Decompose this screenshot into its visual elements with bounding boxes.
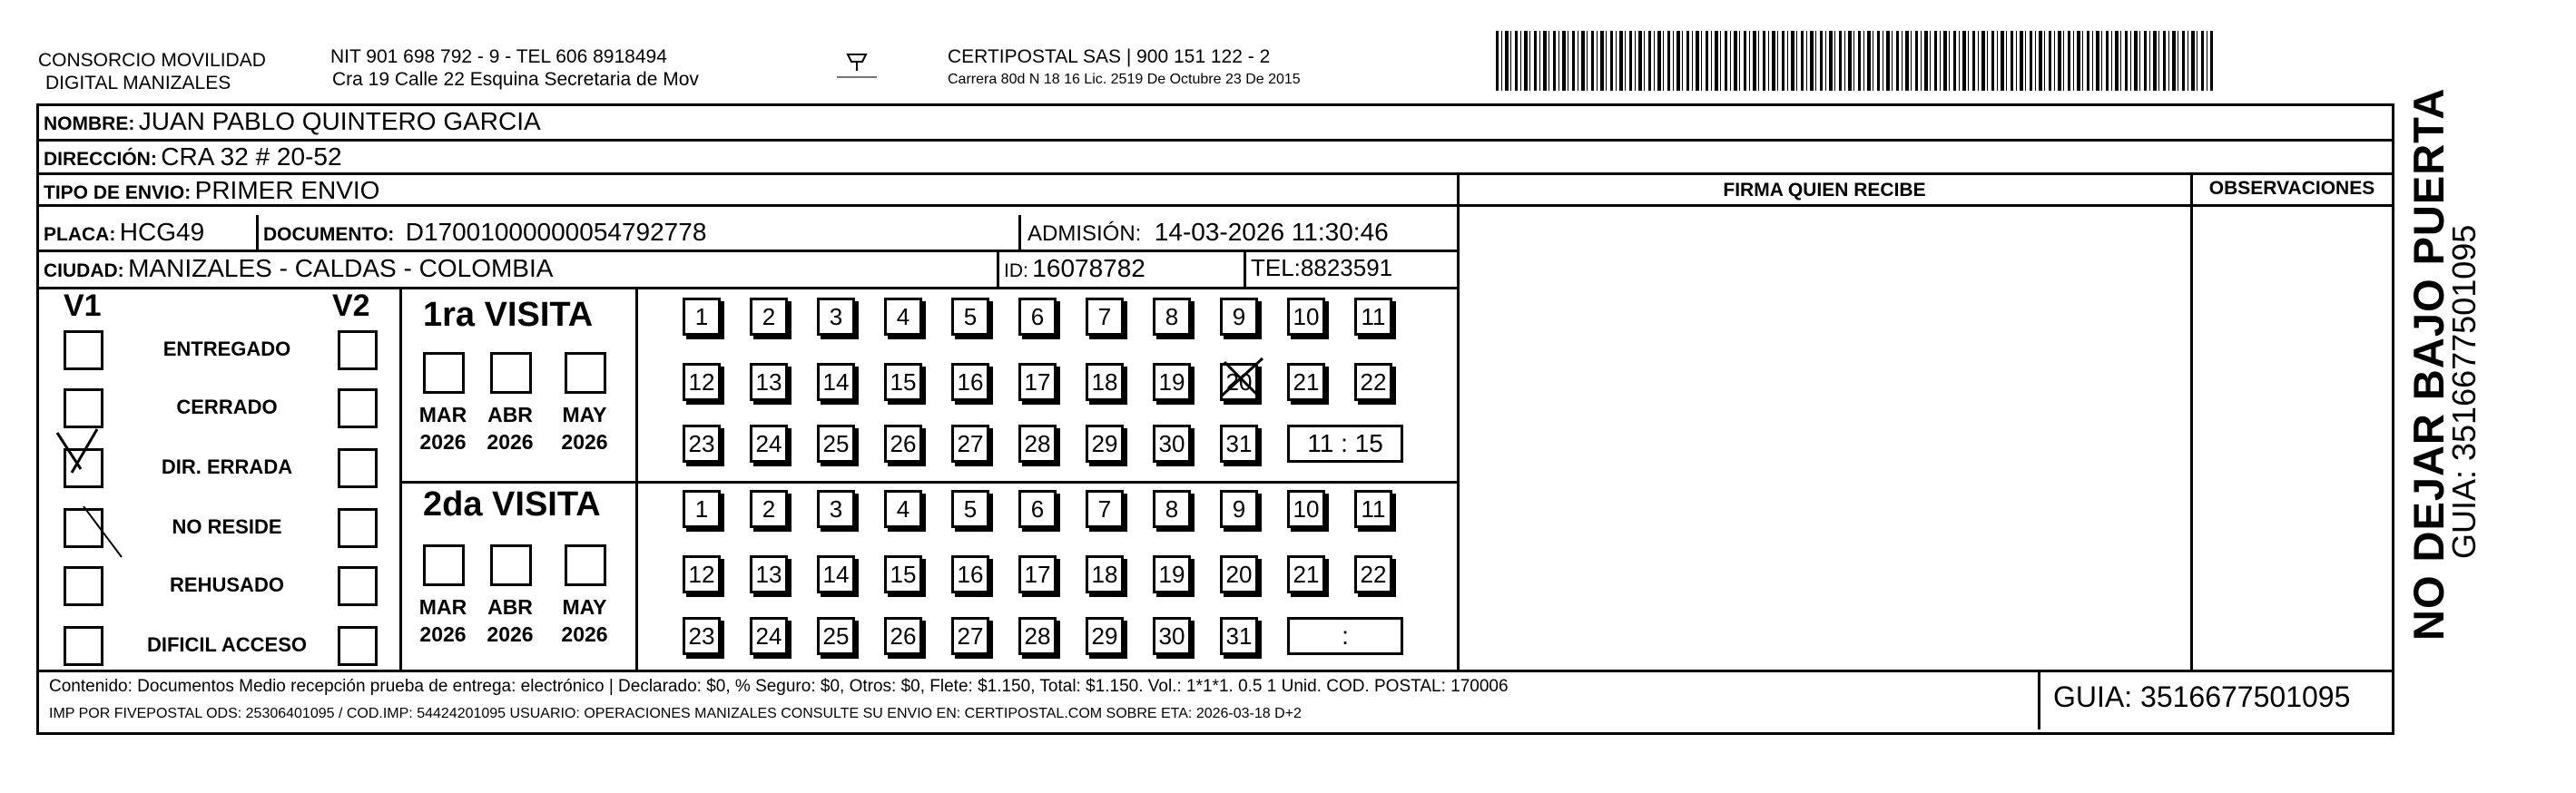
- visit2-day-25[interactable]: 25: [817, 617, 855, 655]
- visit2-day-4[interactable]: 4: [884, 490, 922, 528]
- visit2-day-14[interactable]: 14: [817, 555, 855, 593]
- tipo-envio-value: PRIMER ENVIO: [194, 176, 380, 204]
- direccion-value: CRA 32 # 20-52: [161, 142, 342, 171]
- visit1-day-17[interactable]: 17: [1018, 363, 1057, 401]
- status-label-5: DIFICIL ACCESO: [146, 633, 307, 656]
- status-v2-checkbox[interactable]: [338, 626, 378, 666]
- visit2-day-10[interactable]: 10: [1287, 490, 1325, 528]
- certipostal-line: CERTIPOSTAL SAS | 900 151 122 - 2: [948, 46, 1271, 67]
- visit2-day-28[interactable]: 28: [1018, 617, 1057, 655]
- visit1-day-21[interactable]: 21: [1287, 363, 1325, 401]
- visit1-day-22[interactable]: 22: [1354, 363, 1392, 401]
- visit2-day-24[interactable]: 24: [750, 617, 788, 655]
- ciudad-label: CIUDAD:: [44, 260, 124, 281]
- visit2-day-8[interactable]: 8: [1153, 490, 1191, 528]
- visit2-month-label: MAR 2026: [418, 595, 467, 646]
- visit1-day-20[interactable]: 20: [1220, 363, 1258, 401]
- tipo-envio-label: TIPO DE ENVIO:: [44, 182, 192, 203]
- visit2-day-19[interactable]: 19: [1153, 555, 1191, 593]
- address-line: Cra 19 Calle 22 Esquina Secretaria de Mov: [332, 69, 699, 90]
- visit2-day-27[interactable]: 27: [951, 617, 989, 655]
- documento-label: DOCUMENTO:: [263, 224, 395, 245]
- tel-label: TEL:: [1251, 254, 1301, 281]
- consortium-line1: CONSORCIO MOVILIDAD: [38, 50, 266, 71]
- observaciones-area[interactable]: [2195, 209, 2387, 667]
- visit1-day-29[interactable]: 29: [1086, 425, 1124, 463]
- visit1-month-checkbox[interactable]: [490, 352, 532, 394]
- placa-label: PLACA:: [44, 224, 116, 245]
- visit1-day-4[interactable]: 4: [884, 298, 922, 336]
- admision-value: 14-03-2026 11:30:46: [1154, 218, 1389, 246]
- visit2-day-29[interactable]: 29: [1086, 617, 1124, 655]
- documento-field: [263, 218, 706, 247]
- visit1-month-checkbox[interactable]: [565, 352, 606, 394]
- visit1-day-15[interactable]: 15: [884, 363, 922, 401]
- status-v1-checkbox[interactable]: [64, 448, 103, 488]
- status-v1-checkbox[interactable]: [64, 330, 103, 370]
- visit2-day-1[interactable]: 1: [683, 490, 721, 528]
- visit2-time-box[interactable]: :: [1287, 617, 1403, 655]
- status-label-0: ENTREGADO: [162, 338, 291, 360]
- footer-guia: GUIA: 3516677501095: [2053, 680, 2351, 713]
- visit2-day-21[interactable]: 21: [1287, 555, 1325, 593]
- id-field: [1004, 254, 1145, 283]
- visit2-title: 2da VISITA: [423, 485, 601, 524]
- visit2-day-11[interactable]: 11: [1354, 490, 1392, 528]
- tel-value: 8823591: [1300, 254, 1393, 281]
- visit2-day-20[interactable]: 20: [1220, 555, 1258, 593]
- visit2-day-23[interactable]: 23: [683, 617, 721, 655]
- v2-label: V2: [332, 289, 370, 323]
- visit2-day-17[interactable]: 17: [1018, 555, 1057, 593]
- nit-line: NIT 901 698 792 - 9 - TEL 606 8918494: [330, 46, 667, 67]
- status-v1-checkbox[interactable]: [64, 388, 103, 428]
- barcode: [1496, 31, 2213, 91]
- status-v2-checkbox[interactable]: [338, 330, 378, 370]
- visit1-title: 1ra VISITA: [423, 296, 594, 334]
- placa-field: [44, 218, 204, 247]
- consortium-info: [330, 45, 699, 91]
- visit2-day-22[interactable]: 22: [1354, 555, 1392, 593]
- consortium-line2: DIGITAL MANIZALES: [45, 73, 231, 93]
- firma-area[interactable]: [1460, 209, 2188, 667]
- status-v1-checkbox[interactable]: [64, 626, 103, 666]
- visit2-month-label: MAY 2026: [561, 595, 608, 646]
- visit1-day-12[interactable]: 12: [683, 363, 721, 401]
- visit2-month-checkbox[interactable]: [490, 544, 532, 586]
- visit1-day-5[interactable]: 5: [951, 298, 989, 336]
- visit2-day-16[interactable]: 16: [951, 555, 989, 593]
- certipostal-info: [948, 45, 1301, 89]
- visit1-day-25[interactable]: 25: [817, 425, 855, 463]
- visit1-day-6[interactable]: 6: [1018, 298, 1057, 336]
- visit1-day-7[interactable]: 7: [1086, 298, 1124, 336]
- status-label-1: CERRADO: [176, 396, 278, 418]
- status-label-3: NO RESIDE: [172, 515, 282, 538]
- side-guia: GUIA: 3516677501095: [2445, 224, 2483, 559]
- visit1-day-9[interactable]: 9: [1220, 298, 1258, 336]
- placa-value: HCG49: [119, 218, 205, 246]
- visit1-month-label: MAY 2026: [561, 403, 608, 454]
- visit1-day-26[interactable]: 26: [884, 425, 922, 463]
- visit2-month-checkbox[interactable]: [565, 544, 606, 586]
- visit1-day-14[interactable]: 14: [817, 363, 855, 401]
- visit1-day-19[interactable]: 19: [1153, 363, 1191, 401]
- id-label: ID:: [1004, 260, 1028, 281]
- status-v1-checkbox[interactable]: [64, 566, 103, 606]
- nombre-value: JUAN PABLO QUINTERO GARCIA: [138, 107, 541, 135]
- visit2-day-18[interactable]: 18: [1086, 555, 1124, 593]
- admision-field: [1027, 218, 1389, 247]
- status-v2-checkbox[interactable]: [338, 566, 378, 606]
- visit2-day-31[interactable]: 31: [1220, 617, 1258, 655]
- certipostal-address: Carrera 80d N 18 16 Lic. 2519 De Octubre 23 De 2015: [948, 72, 1301, 87]
- visit2-day-12[interactable]: 12: [683, 555, 721, 593]
- visit2-day-9[interactable]: 9: [1220, 490, 1258, 528]
- visit1-day-11[interactable]: 11: [1354, 298, 1392, 336]
- consortium-name: [38, 49, 266, 94]
- visit2-day-5[interactable]: 5: [951, 490, 989, 528]
- visit2-day-30[interactable]: 30: [1153, 617, 1191, 655]
- visit1-day-2[interactable]: 2: [750, 298, 788, 336]
- side-warning: NO DEJAR BAJO PUERTA: [2404, 87, 2453, 641]
- visit1-day-23[interactable]: 23: [683, 425, 721, 463]
- visit2-day-15[interactable]: 15: [884, 555, 922, 593]
- visit1-month-label: MAR 2026: [418, 403, 467, 454]
- visit1-day-mark: [1217, 353, 1272, 416]
- admision-label: ADMISIÓN:: [1027, 221, 1142, 246]
- id-value: 16078782: [1032, 254, 1145, 282]
- visit2-day-2[interactable]: 2: [750, 490, 788, 528]
- visit1-day-30[interactable]: 30: [1153, 425, 1191, 463]
- status-label-2: DIR. ERRADA: [161, 455, 293, 478]
- status-v2-checkbox[interactable]: [338, 448, 378, 488]
- observaciones-header: OBSERVACIONES: [2208, 178, 2375, 199]
- visit2-month-checkbox[interactable]: [423, 544, 465, 586]
- visit2-month-label: ABR 2026: [487, 595, 534, 646]
- firma-header: FIRMA QUIEN RECIBE: [1723, 180, 1926, 201]
- direccion-label: DIRECCIÓN:: [44, 149, 157, 170]
- visit2-day-3[interactable]: 3: [817, 490, 855, 528]
- visit1-day-16[interactable]: 16: [951, 363, 989, 401]
- visit1-month-label: ABR 2026: [487, 403, 534, 454]
- direccion-row: [44, 142, 342, 171]
- visit1-time-box[interactable]: 11 : 15: [1287, 425, 1403, 463]
- visit1-day-27[interactable]: 27: [951, 425, 989, 463]
- documento-value: D17001000000054792778: [405, 218, 707, 246]
- visit1-day-10[interactable]: 10: [1287, 298, 1325, 336]
- status-v2-checkbox[interactable]: [338, 508, 378, 548]
- visit2-day-13[interactable]: 13: [750, 555, 788, 593]
- ciudad-field: [44, 254, 553, 283]
- status-v2-checkbox[interactable]: [338, 388, 378, 428]
- visit1-day-31[interactable]: 31: [1220, 425, 1258, 463]
- visit1-day-3[interactable]: 3: [817, 298, 855, 336]
- ciudad-value: MANIZALES - CALDAS - COLOMBIA: [128, 254, 554, 282]
- visit2-day-26[interactable]: 26: [884, 617, 922, 655]
- v1-label: V1: [64, 289, 102, 323]
- visit2-day-7[interactable]: 7: [1086, 490, 1124, 528]
- visit1-month-checkbox[interactable]: [423, 352, 465, 394]
- visit2-day-6[interactable]: 6: [1018, 490, 1057, 528]
- certipostal-logo-icon: [835, 47, 879, 83]
- footer-imp: IMP POR FIVEPOSTAL ODS: 25306401095 / COD.IMP: 54424201095 USUARIO: OPERACIONES MANIZALES CONSULTE SU ENVIO EN: CERTIPOSTAL.COM SOBRE ETA: 2026-03-18 D+2: [49, 706, 1302, 721]
- tipo-envio-row: [44, 176, 379, 205]
- tel-field: [1251, 254, 1392, 282]
- visit1-day-18[interactable]: 18: [1086, 363, 1124, 401]
- visit1-day-1[interactable]: 1: [683, 298, 721, 336]
- visit1-day-24[interactable]: 24: [750, 425, 788, 463]
- visit1-day-28[interactable]: 28: [1018, 425, 1057, 463]
- footer-content: Contenido: Documentos Medio recepción prueba de entrega: electrónico | Declarado: $0, % Seguro: $0, Otros: $0, Flete: $1.150, Total: $1.150. Vol.: 1*1*1. 0.5 1 Unid. COD. POSTAL: 170006: [49, 677, 1509, 696]
- visit1-day-13[interactable]: 13: [750, 363, 788, 401]
- status-label-4: REHUSADO: [170, 573, 284, 596]
- visit1-day-8[interactable]: 8: [1153, 298, 1191, 336]
- nombre-row: [44, 107, 541, 136]
- nombre-label: NOMBRE:: [44, 113, 135, 134]
